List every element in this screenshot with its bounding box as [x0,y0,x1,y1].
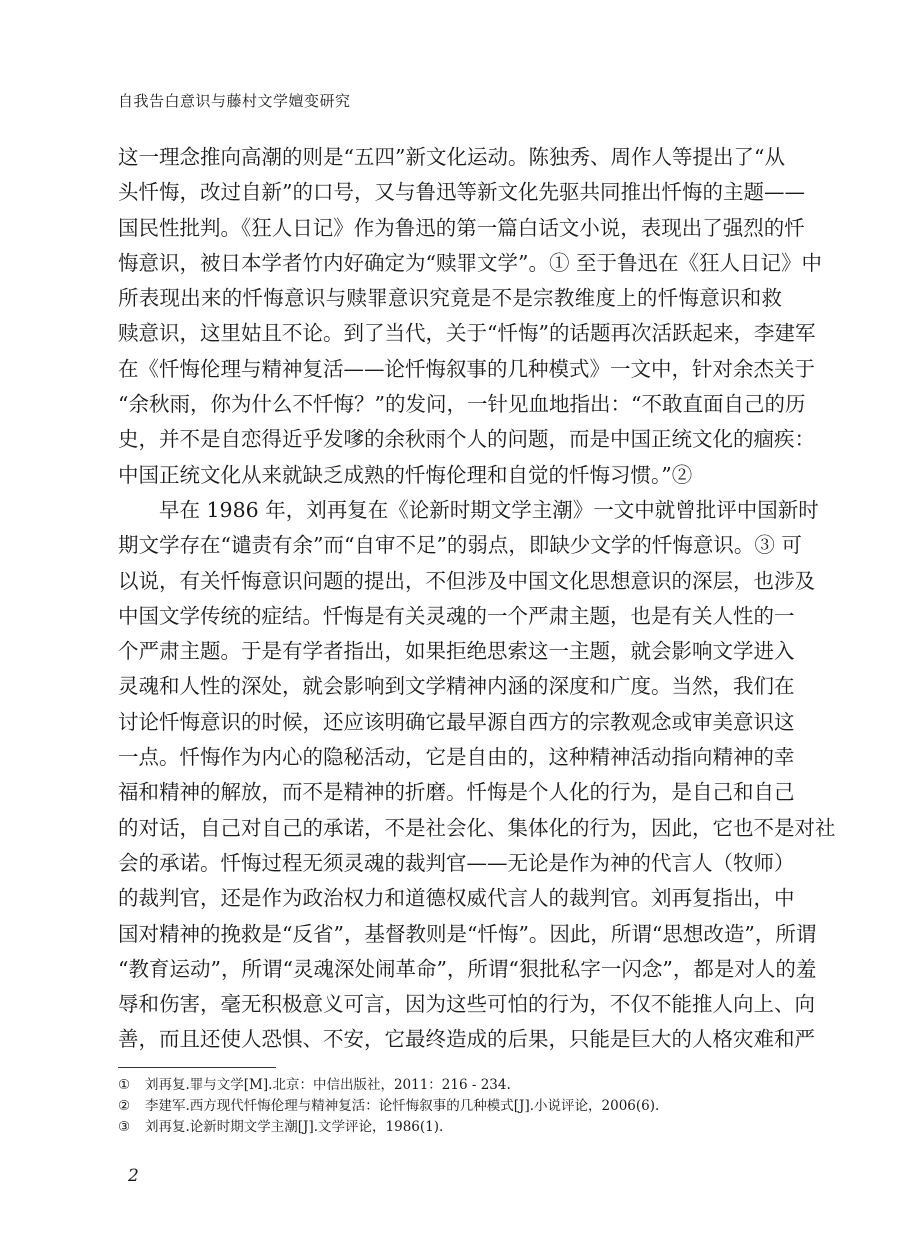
paragraph-2 [118,493,836,1058]
footnote-text: 李建军.西方现代忏悔伦理与精神复活：论忏悔叙事的几种模式[J].小说评论，2006(6). [145,1098,660,1114]
text-line: 讨论忏悔意识的时候，还应该明确它最早源自西方的宗教观念或审美意识这 [118,709,795,734]
footnote [118,1117,782,1138]
footnote-mark: ① [118,1077,131,1093]
footnote-divider [118,1067,276,1068]
text-line: 中国文学传统的症结。忏悔是有关灵魂的一个严肃主题，也是有关人性的一 [118,603,795,628]
page-number: 2 [128,1166,139,1186]
text-line: 以说，有关忏悔意识问题的提出，不但涉及中国文化思想意识的深层，也涉及 [118,568,815,593]
text-line: 所表现出来的忏悔意识与赎罪意识究竟是不是宗教维度上的忏悔意识和救 [118,286,782,311]
text-line: 早在 1986 年，刘再复在《论新时期文学主潮》一文中就曾批评中国新时 [159,497,819,522]
running-head: 自我告白意识与藤村文学嬗变研究 [118,92,351,110]
text-line: “教育运动”，所谓“灵魂深处闹革命”，所谓“狠批私字一闪念”，都是对人的羞 [118,956,817,981]
text-line: 个严肃主题。于是有学者指出，如果拒绝思索这一主题，就会影响文学进入 [118,639,795,664]
text-line: 在《忏悔伦理与精神复活——论忏悔叙事的几种模式》一文中，针对余杰关于 [118,356,815,381]
text-line: 期文学存在“谴责有余”而“自审不足”的弱点，即缺少文学的忏悔意识。③ 可 [118,533,802,558]
text-line: 善，而且还使人恐惧、不安，它最终造成的后果，只能是巨大的人格灾难和严 [118,1027,815,1052]
text-line: 会的承诺。忏悔过程无须灵魂的裁判官——无论是作为神的代言人（牧师） [118,850,795,875]
text-line: 国对精神的挽救是“反省”，基督教则是“忏悔”。因此，所谓“思想改造”，所谓 [118,921,817,946]
text-line: “余秋雨，你为什么不忏悔？”的发问，一针见血地指出：“不敢直面自己的历 [118,392,806,417]
text-line: 辱和伤害，毫无积极意义可言，因为这些可怕的行为，不仅不能推人向上、向 [118,992,815,1017]
text-line: 赎意识，这里姑且不论。到了当代，关于“忏悔”的话题再次活跃起来，李建军 [118,321,816,346]
text-line: 灵魂和人性的深处，就会影响到文学精神内涵的深度和广度。当然，我们在 [118,674,795,699]
text-line: 的裁判官，还是作为政治权力和道德权威代言人的裁判官。刘再复指出，中 [118,886,795,911]
footnote [118,1096,782,1117]
text-line: 头忏悔，改过自新”的口号，又与鲁迅等新文化先驱共同推出忏悔的主题—— [118,180,805,205]
footnote-text: 刘再复.罪与文学[M].北京：中信出版社，2011：216 - 234. [145,1077,511,1093]
paragraph-1 [118,140,822,493]
footnote-text: 刘再复.论新时期文学主潮[J].文学评论，1986(1). [145,1119,444,1135]
text-line: 史，并不是自恋得近乎发嗲的余秋雨个人的问题，而是中国正统文化的痼疾： [118,427,815,452]
text-line: 中国正统文化从来就缺乏成熟的忏悔伦理和自觉的忏悔习惯。”② [118,462,693,487]
text-line: 一点。忏悔作为内心的隐秘活动，它是自由的，这种精神活动指向精神的幸 [118,745,795,770]
text-line: 悔意识，被日本学者竹内好确定为“赎罪文学”。① 至于鲁迅在《狂人日记》中 [118,250,822,275]
footnote-mark: ② [118,1098,131,1114]
footnotes [118,1075,782,1138]
text-line: 国民性批判。《狂人日记》作为鲁迅的第一篇白话文小说，表现出了强烈的忏 [118,215,805,240]
text-line: 的对话，自己对自己的承诺，不是社会化、集体化的行为，因此，它也不是对社 [118,815,836,840]
text-line: 这一理念推向高潮的则是“五四”新文化运动。陈独秀、周作人等提出了“从 [118,145,785,169]
body-text [118,140,836,1058]
footnote-mark: ③ [118,1119,131,1135]
footnote [118,1075,782,1096]
text-line: 福和精神的解放，而不是精神的折磨。忏悔是个人化的行为，是自己和自己 [118,780,795,805]
